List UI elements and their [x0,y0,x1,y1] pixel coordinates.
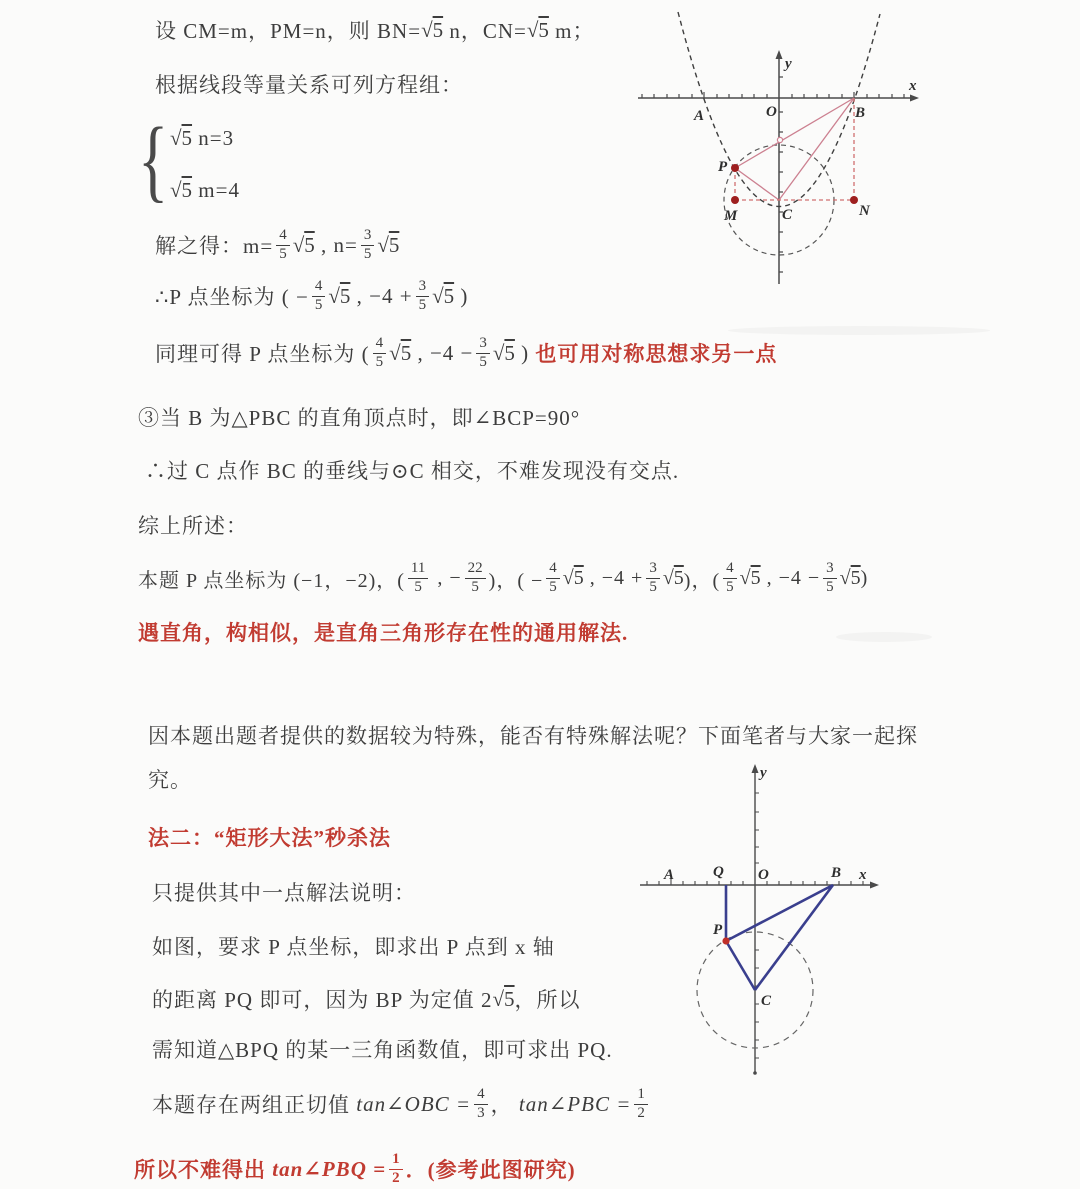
line-special-data-2 [148,761,192,797]
text-run: , −4 + [350,283,413,308]
text-run: ∴P 点坐标为 ( − [155,285,309,309]
radicand: 5 [573,566,584,589]
text-run: 根据线段等量关系可列方程组： [155,73,463,97]
point-N [850,196,858,204]
label-A: A [664,867,675,883]
text-run: , − [431,566,462,589]
numerator: 3 [646,561,660,579]
sqrt-radical [170,126,192,151]
sqrt-sign: √ [292,232,305,257]
fraction [646,561,660,596]
sqrt-sign: √ [377,232,389,257]
text-run: ∴过 C 点作 BC 的垂线与⊙C 相交，不难发现没有交点. [145,459,680,483]
x-axis-arrow-icon [870,882,879,889]
red-note-symmetry: 也可用对称思想求另一点 [535,342,778,366]
fraction [723,561,737,596]
math-expression: tan∠OBC = [356,1091,472,1116]
label-A: A [694,108,705,124]
segment-CB [755,885,833,990]
label-C: C [782,207,793,223]
label-B: B [831,865,842,881]
x-axis-ticks [642,92,904,98]
segment-PB [726,885,833,941]
line-equation-1 [170,120,234,156]
diagram-parabola-circle [628,2,928,294]
sqrt-radical [293,233,315,258]
sqrt-radical [421,18,443,43]
numerator: 3 [476,336,490,354]
sqrt-sign: √ [328,283,340,308]
radicand: 5 [504,340,515,365]
text-run: 只提供其中一点解法说明： [152,881,416,905]
sqrt-radical [563,567,584,590]
text-run: ．(参考此图研究) [405,1158,576,1182]
numerator: 3 [823,561,837,579]
line-special-data-1 [148,717,918,753]
sqrt-sign: √ [739,566,751,589]
text-run: ) [454,283,469,308]
numerator: 4 [474,1087,488,1105]
sqrt-sign: √ [432,283,444,308]
line-case3 [138,399,580,435]
line-set-variables [155,12,595,48]
fraction [823,561,837,596]
sqrt-radical [432,284,454,309]
label-N: N [859,203,870,219]
segment-BC [779,98,854,200]
label-P: P [713,922,723,938]
text-run: m； [548,19,595,43]
radicand: 5 [538,17,549,42]
segment-PC [735,168,779,200]
point-P [731,164,739,172]
fraction [276,228,290,263]
numerator: 3 [416,279,430,297]
label-O: O [758,867,769,883]
sqrt-sign: √ [662,566,674,589]
fraction [474,1087,488,1122]
text-run: , −4 − [411,340,474,365]
sqrt-radical [740,567,761,590]
denominator: 5 [375,353,384,370]
text-run: 所以不难得出 [134,1158,273,1182]
y-axis-end-dot [753,1071,757,1075]
denominator: 5 [826,578,834,595]
radicand: 5 [400,340,412,365]
radicand: 5 [388,232,400,257]
text-run: 本题存在两组正切值 [152,1093,357,1117]
sqrt-radical [377,233,399,258]
point-on-y-axis [777,137,782,142]
fraction [476,336,490,371]
text-run: 遇直角，构相似，是直角三角形存在性的通用解法. [138,621,629,645]
label-Q: Q [713,864,724,880]
math-expression: tan∠PBQ = [272,1157,387,1181]
label-P: P [718,159,728,175]
label-x-axis: x [859,867,867,883]
fraction [465,561,486,596]
label-B: B [855,105,866,121]
numerator: 4 [723,561,737,579]
sqrt-sign: √ [421,17,433,42]
numerator: 11 [408,561,428,579]
label-M: M [724,208,738,224]
line-symmetric-p [155,335,777,371]
line-method-note-red [138,614,628,650]
radicand: 5 [181,177,193,202]
line-only-one-point [152,874,416,910]
denominator: 2 [392,1169,400,1186]
numerator: 1 [634,1087,648,1105]
denominator: 5 [363,245,372,262]
fraction [312,279,326,314]
denominator: 5 [279,245,287,262]
label-y-axis: y [760,765,767,781]
text-run: 需知道△BPQ 的某一三角函数值，即可求出 PQ. [152,1038,613,1062]
sqrt-radical [493,987,515,1012]
line-p-coordinates [155,278,468,314]
line-method2-title [148,819,391,855]
segment-PC [726,941,755,990]
text-run: 因本题出题者提供的数据较为特殊，能否有特殊解法呢？下面笔者与大家一起探 [148,724,918,748]
numerator: 4 [312,279,326,297]
text-run: 如图，要求 P 点坐标，即求出 P 点到 x 轴 [152,935,555,959]
fraction [416,279,430,314]
math-expression: tan∠PBC = [518,1091,632,1116]
sqrt-sign: √ [526,17,539,42]
sqrt-sign: √ [562,566,574,589]
numerator: 4 [373,336,387,354]
paper-smudge [728,326,990,335]
radicand: 5 [443,283,455,308]
line-solve-result [155,227,399,263]
sqrt-radical [493,341,515,366]
radicand: 5 [750,566,761,589]
paper-smudge [836,632,932,642]
denominator: 5 [414,578,422,595]
sqrt-sign: √ [839,566,851,589]
text-run: 究。 [148,768,192,792]
sqrt-sign: √ [492,986,505,1011]
text-run: ， [490,1093,519,1117]
denominator: 2 [637,1104,645,1121]
line-equation-2 [170,172,240,208]
fraction [408,561,428,596]
text-run: , −4 − [760,566,821,589]
sqrt-sign: √ [492,340,505,365]
numerator: 3 [361,228,375,246]
fraction [361,228,375,263]
fraction [546,561,560,596]
radicand: 5 [850,566,861,589]
sqrt-radical [840,567,861,590]
denominator: 5 [549,578,557,595]
label-O: O [766,104,777,120]
text-run: ) [860,566,869,589]
line-conclusion-red [134,1151,576,1187]
point-M [731,196,739,204]
sqrt-sign: √ [170,177,182,202]
line-equation-intro [155,66,463,102]
label-x-axis: x [909,78,917,94]
numerator: 4 [546,561,560,579]
radicand: 5 [339,283,351,308]
denominator: 5 [418,296,427,313]
denominator: 3 [477,1104,485,1121]
text-run: 同理可得 P 点坐标为 ( [155,342,370,366]
sqrt-radical [170,178,192,203]
y-axis-arrow-icon [776,50,783,59]
line-summary-intro [138,507,248,543]
segment-BP [735,98,854,168]
radicand: 5 [304,232,315,257]
denominator: 5 [479,353,487,370]
text-run: ) [514,340,536,365]
fraction [389,1152,403,1187]
denominator: 5 [726,578,734,595]
line-tangent-values [152,1086,651,1122]
line-figure-explain-1 [152,928,555,964]
radicand: 5 [181,125,193,150]
text-run: 综上所述： [138,514,248,538]
point-P [722,937,729,944]
y-axis-arrow-icon [752,764,759,773]
text-run: 本题 P 点坐标为 (−1，−2)，( [138,569,405,592]
numerator: 4 [276,228,290,246]
denominator: 5 [471,578,479,595]
fraction [373,336,387,371]
text-run: n=3 [192,125,235,150]
line-figure-explain-2 [152,981,581,1017]
line-all-coordinates [138,560,868,596]
diagram-rectangle-method [628,755,908,1125]
sqrt-sign: √ [389,340,401,365]
radicand: 5 [432,17,444,42]
system-brace: { [138,109,169,212]
label-y-axis: y [785,56,792,72]
text-run: ，所以 [514,988,581,1012]
text-run: m=4 [192,177,240,202]
sqrt-radical [389,341,411,366]
numerator: 22 [465,561,486,579]
label-C: C [761,993,772,1009]
sqrt-radical [663,567,684,590]
sqrt-radical [527,18,549,43]
text-run: 解之得：m= [155,234,274,258]
line-figure-explain-3 [152,1031,613,1067]
text-run: n，CN= [443,19,527,43]
text-run: ③当 B 为△PBC 的直角顶点时，即∠BCP=90° [138,406,581,430]
denominator: 5 [314,296,323,313]
numerator: 1 [389,1152,403,1170]
sqrt-radical [328,284,350,309]
text-run: , n= [314,232,358,257]
radicand: 5 [504,986,515,1011]
radicand: 5 [673,566,684,589]
denominator: 5 [649,578,657,595]
text-run: 设 CM=m，PM=n，则 BN= [155,19,422,43]
text-run: 的距离 PQ 即可，因为 BP 为定值 2 [152,988,493,1012]
x-axis-arrow-icon [910,95,919,102]
text-run: )，( [683,569,721,592]
text-run: 法二：“矩形大法”秒杀法 [148,826,391,850]
sqrt-sign: √ [170,125,182,150]
text-run: )，( − [488,569,544,592]
text-run: , −4 + [583,566,644,589]
line-no-intersection [145,452,679,488]
